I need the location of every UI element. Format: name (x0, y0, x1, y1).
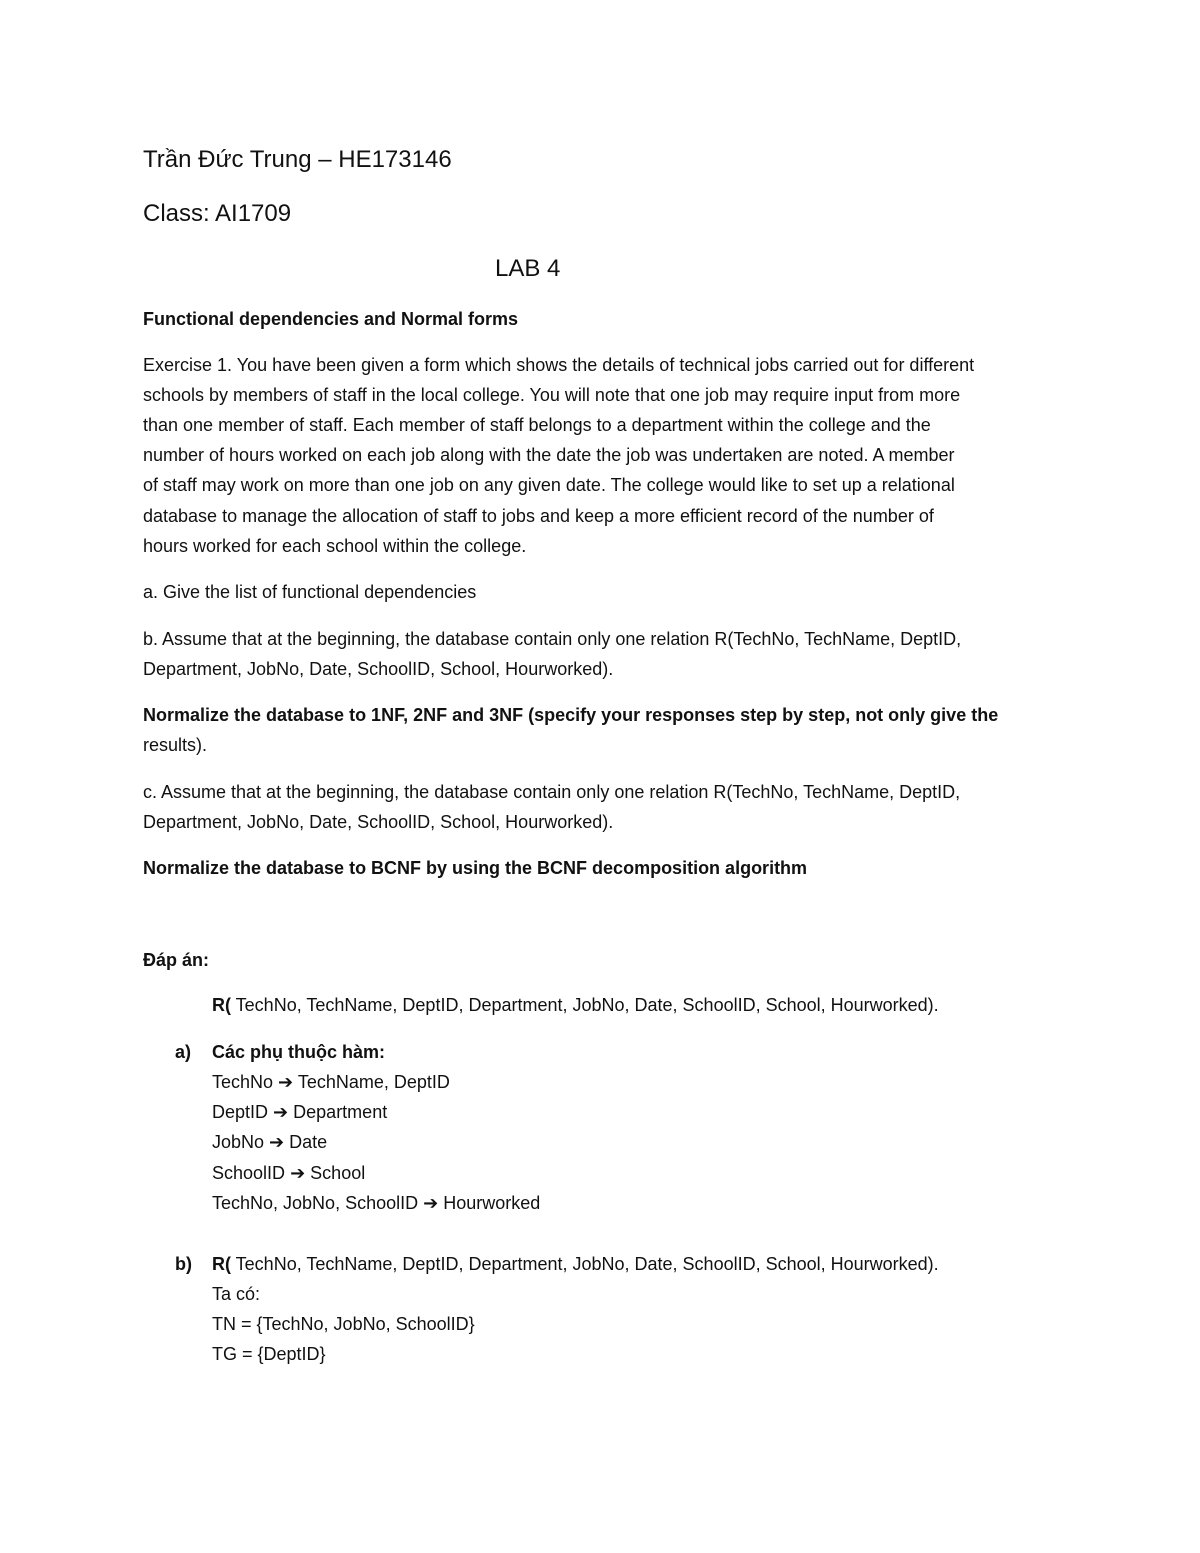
exercise-line: number of hours worked on each job along with the date the job was undertaken are noted. A member (143, 445, 955, 465)
relation-prefix: R( (212, 995, 231, 1015)
question-c-line: Department, JobNo, Date, SchoolID, School, Hourworked). (143, 812, 614, 832)
dependency-item (212, 1130, 327, 1154)
dependency-lhs: SchoolID (212, 1163, 286, 1183)
arrow-icon: ➔ (423, 1193, 439, 1213)
dependency-rhs: Department (293, 1102, 388, 1122)
dependency-lhs: JobNo (212, 1132, 265, 1152)
dependency-lhs: TechNo (212, 1072, 274, 1092)
answer-relation (212, 993, 939, 1017)
dependency-item (212, 1070, 450, 1094)
dependency-rhs: TechName, DeptID (297, 1072, 450, 1092)
relation-body: TechNo, TechName, DeptID, Department, JobNo, Date, SchoolID, School, Hourworked). (231, 1254, 939, 1274)
relation-prefix: R( (212, 1254, 231, 1274)
exercise-line: Exercise 1. You have been given a form which shows the details of technical jobs carried out for different (143, 355, 975, 375)
tg-set: TG = {DeptID} (212, 1344, 326, 1364)
dependency-rhs: Hourworked (443, 1193, 541, 1213)
dependency-rhs: Date (289, 1132, 328, 1152)
arrow-icon: ➔ (290, 1163, 306, 1183)
dependency-item (212, 1191, 540, 1215)
dependency-item (212, 1100, 387, 1124)
class-line: Class: AI1709 (143, 200, 292, 227)
exercise-line: of staff may work on more than one job on any given date. The college would like to set up a relational (143, 475, 955, 495)
question-b-task-line: Normalize the database to 1NF, 2NF and 3NF (specify your responses step by step, not only give the (143, 705, 999, 725)
dependency-lhs: TechNo, JobNo, SchoolID (212, 1193, 419, 1213)
question-a: a. Give the list of functional dependencies (143, 582, 477, 602)
dependency-item (212, 1161, 365, 1185)
part-b-relation (212, 1252, 939, 1276)
question-b-task-line: results). (143, 735, 208, 755)
exercise-line: than one member of staff. Each member of staff belongs to a department within the college and the (143, 415, 931, 435)
exercise-line: database to manage the allocation of staff to jobs and keep a more efficient record of the number of (143, 506, 934, 526)
tn-set: TN = {TechNo, JobNo, SchoolID} (212, 1314, 475, 1334)
exercise-line: schools by members of staff in the local college. You will note that one job may require input from more (143, 385, 961, 405)
section-title: Functional dependencies and Normal forms (143, 309, 519, 329)
question-b-line: Department, JobNo, Date, SchoolID, School, Hourworked). (143, 659, 614, 679)
arrow-icon: ➔ (278, 1072, 294, 1092)
arrow-icon: ➔ (269, 1132, 285, 1152)
part-a-title: Các phụ thuộc hàm: (212, 1042, 386, 1062)
question-c-line: c. Assume that at the beginning, the database contain only one relation R(TechNo, TechName, DeptID, (143, 782, 961, 802)
question-b-task (143, 703, 998, 727)
relation-body: TechNo, TechName, DeptID, Department, JobNo, Date, SchoolID, School, Hourworked). (231, 995, 939, 1015)
arrow-icon: ➔ (273, 1102, 289, 1122)
answer-heading: Đáp án: (143, 950, 210, 970)
question-c-task: Normalize the database to BCNF by using the BCNF decomposition algorithm (143, 858, 808, 878)
author-line: Trần Đức Trung – HE173146 (143, 146, 452, 173)
exercise-line: hours worked for each school within the college. (143, 536, 527, 556)
dependency-rhs: School (310, 1163, 366, 1183)
ta-co-line: Ta có: (212, 1284, 261, 1304)
part-b-marker: b) (175, 1254, 192, 1274)
question-b-line: b. Assume that at the beginning, the database contain only one relation R(TechNo, TechName, DeptID, (143, 629, 962, 649)
part-a-marker: a) (175, 1042, 192, 1062)
lab-title: LAB 4 (495, 255, 561, 282)
dependency-lhs: DeptID (212, 1102, 269, 1122)
